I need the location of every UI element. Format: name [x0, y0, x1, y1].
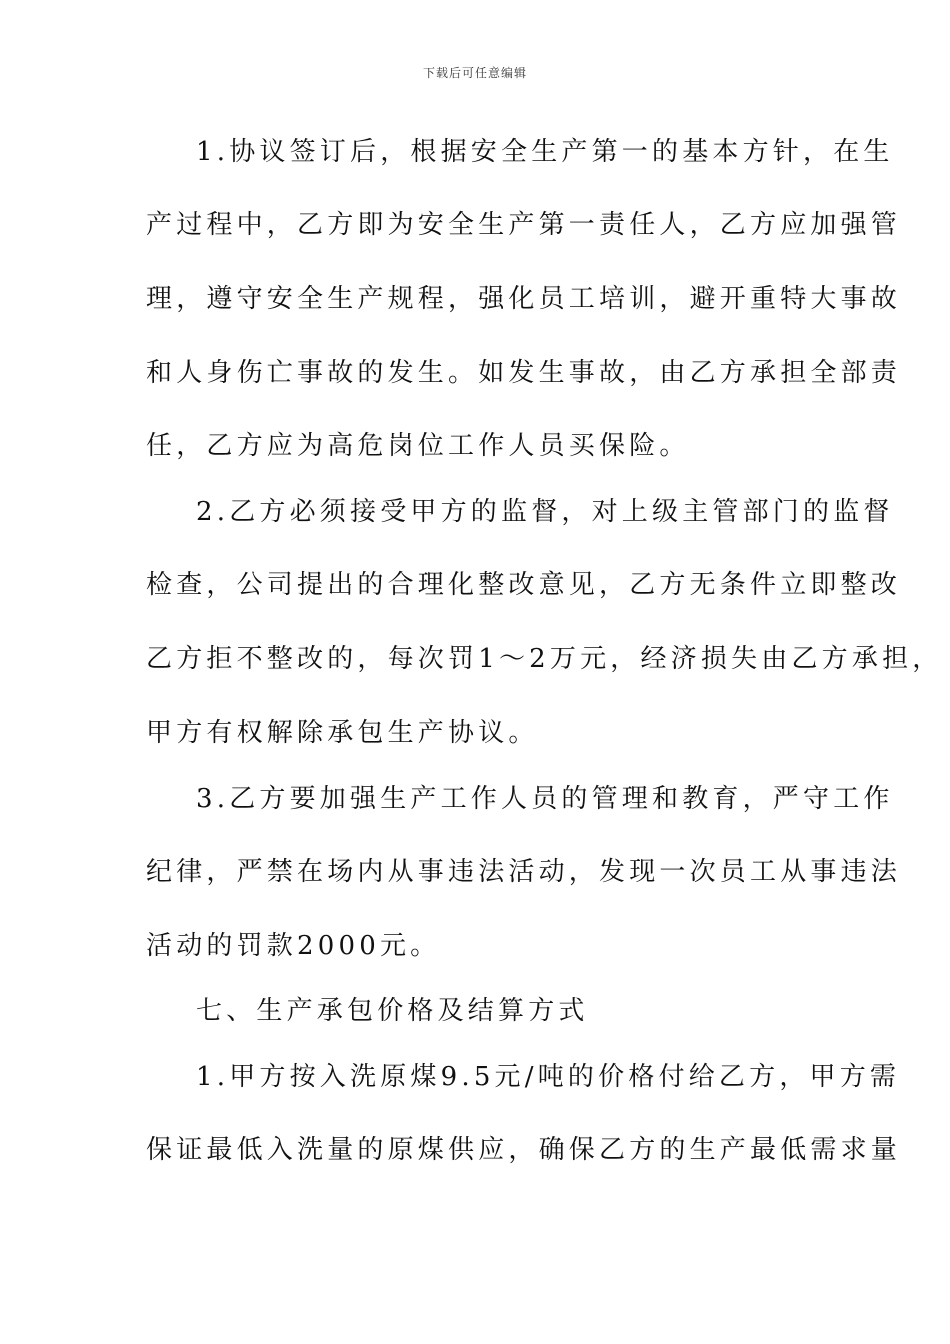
paragraph-3-line-3: 活动的罚款2000元。	[146, 931, 441, 961]
page-header: 下载后可任意编辑	[422, 66, 527, 80]
paragraph-2-line-1: 2.乙方必须接受甲方的监督，对上级主管部门的监督	[196, 497, 894, 527]
paragraph-4-line-2: 保证最低入洗量的原煤供应，确保乙方的生产最低需求量	[146, 1135, 902, 1165]
paragraph-2-line-2: 检查，公司提出的合理化整改意见，乙方无条件立即整改	[146, 570, 902, 600]
paragraph-2-line-4: 甲方有权解除承包生产协议。	[146, 718, 539, 748]
paragraph-1-line-4: 和人身伤亡事故的发生。如发生事故，由乙方承担全部责	[146, 358, 902, 388]
paragraph-1-line-2: 产过程中，乙方即为安全生产第一责任人，乙方应加强管	[146, 210, 902, 240]
section-heading: 七、生产承包价格及结算方式	[196, 996, 589, 1026]
paragraph-1-line-3: 理，遵守安全生产规程，强化员工培训，避开重特大事故	[146, 284, 902, 314]
paragraph-4-line-1: 1.甲方按入洗原煤9.5元/吨的价格付给乙方，甲方需	[196, 1062, 901, 1092]
paragraph-2-line-3: 乙方拒不整改的，每次罚1～2万元，经济损失由乙方承担，	[146, 644, 943, 674]
paragraph-1-line-5: 任，乙方应为高危岗位工作人员买保险。	[146, 431, 690, 461]
paragraph-3-line-2: 纪律，严禁在场内从事违法活动，发现一次员工从事违法	[146, 857, 902, 887]
paragraph-3-line-1: 3.乙方要加强生产工作人员的管理和教育，严守工作	[196, 784, 894, 814]
paragraph-1-line-1: 1.协议签订后，根据安全生产第一的基本方针，在生	[196, 137, 894, 167]
